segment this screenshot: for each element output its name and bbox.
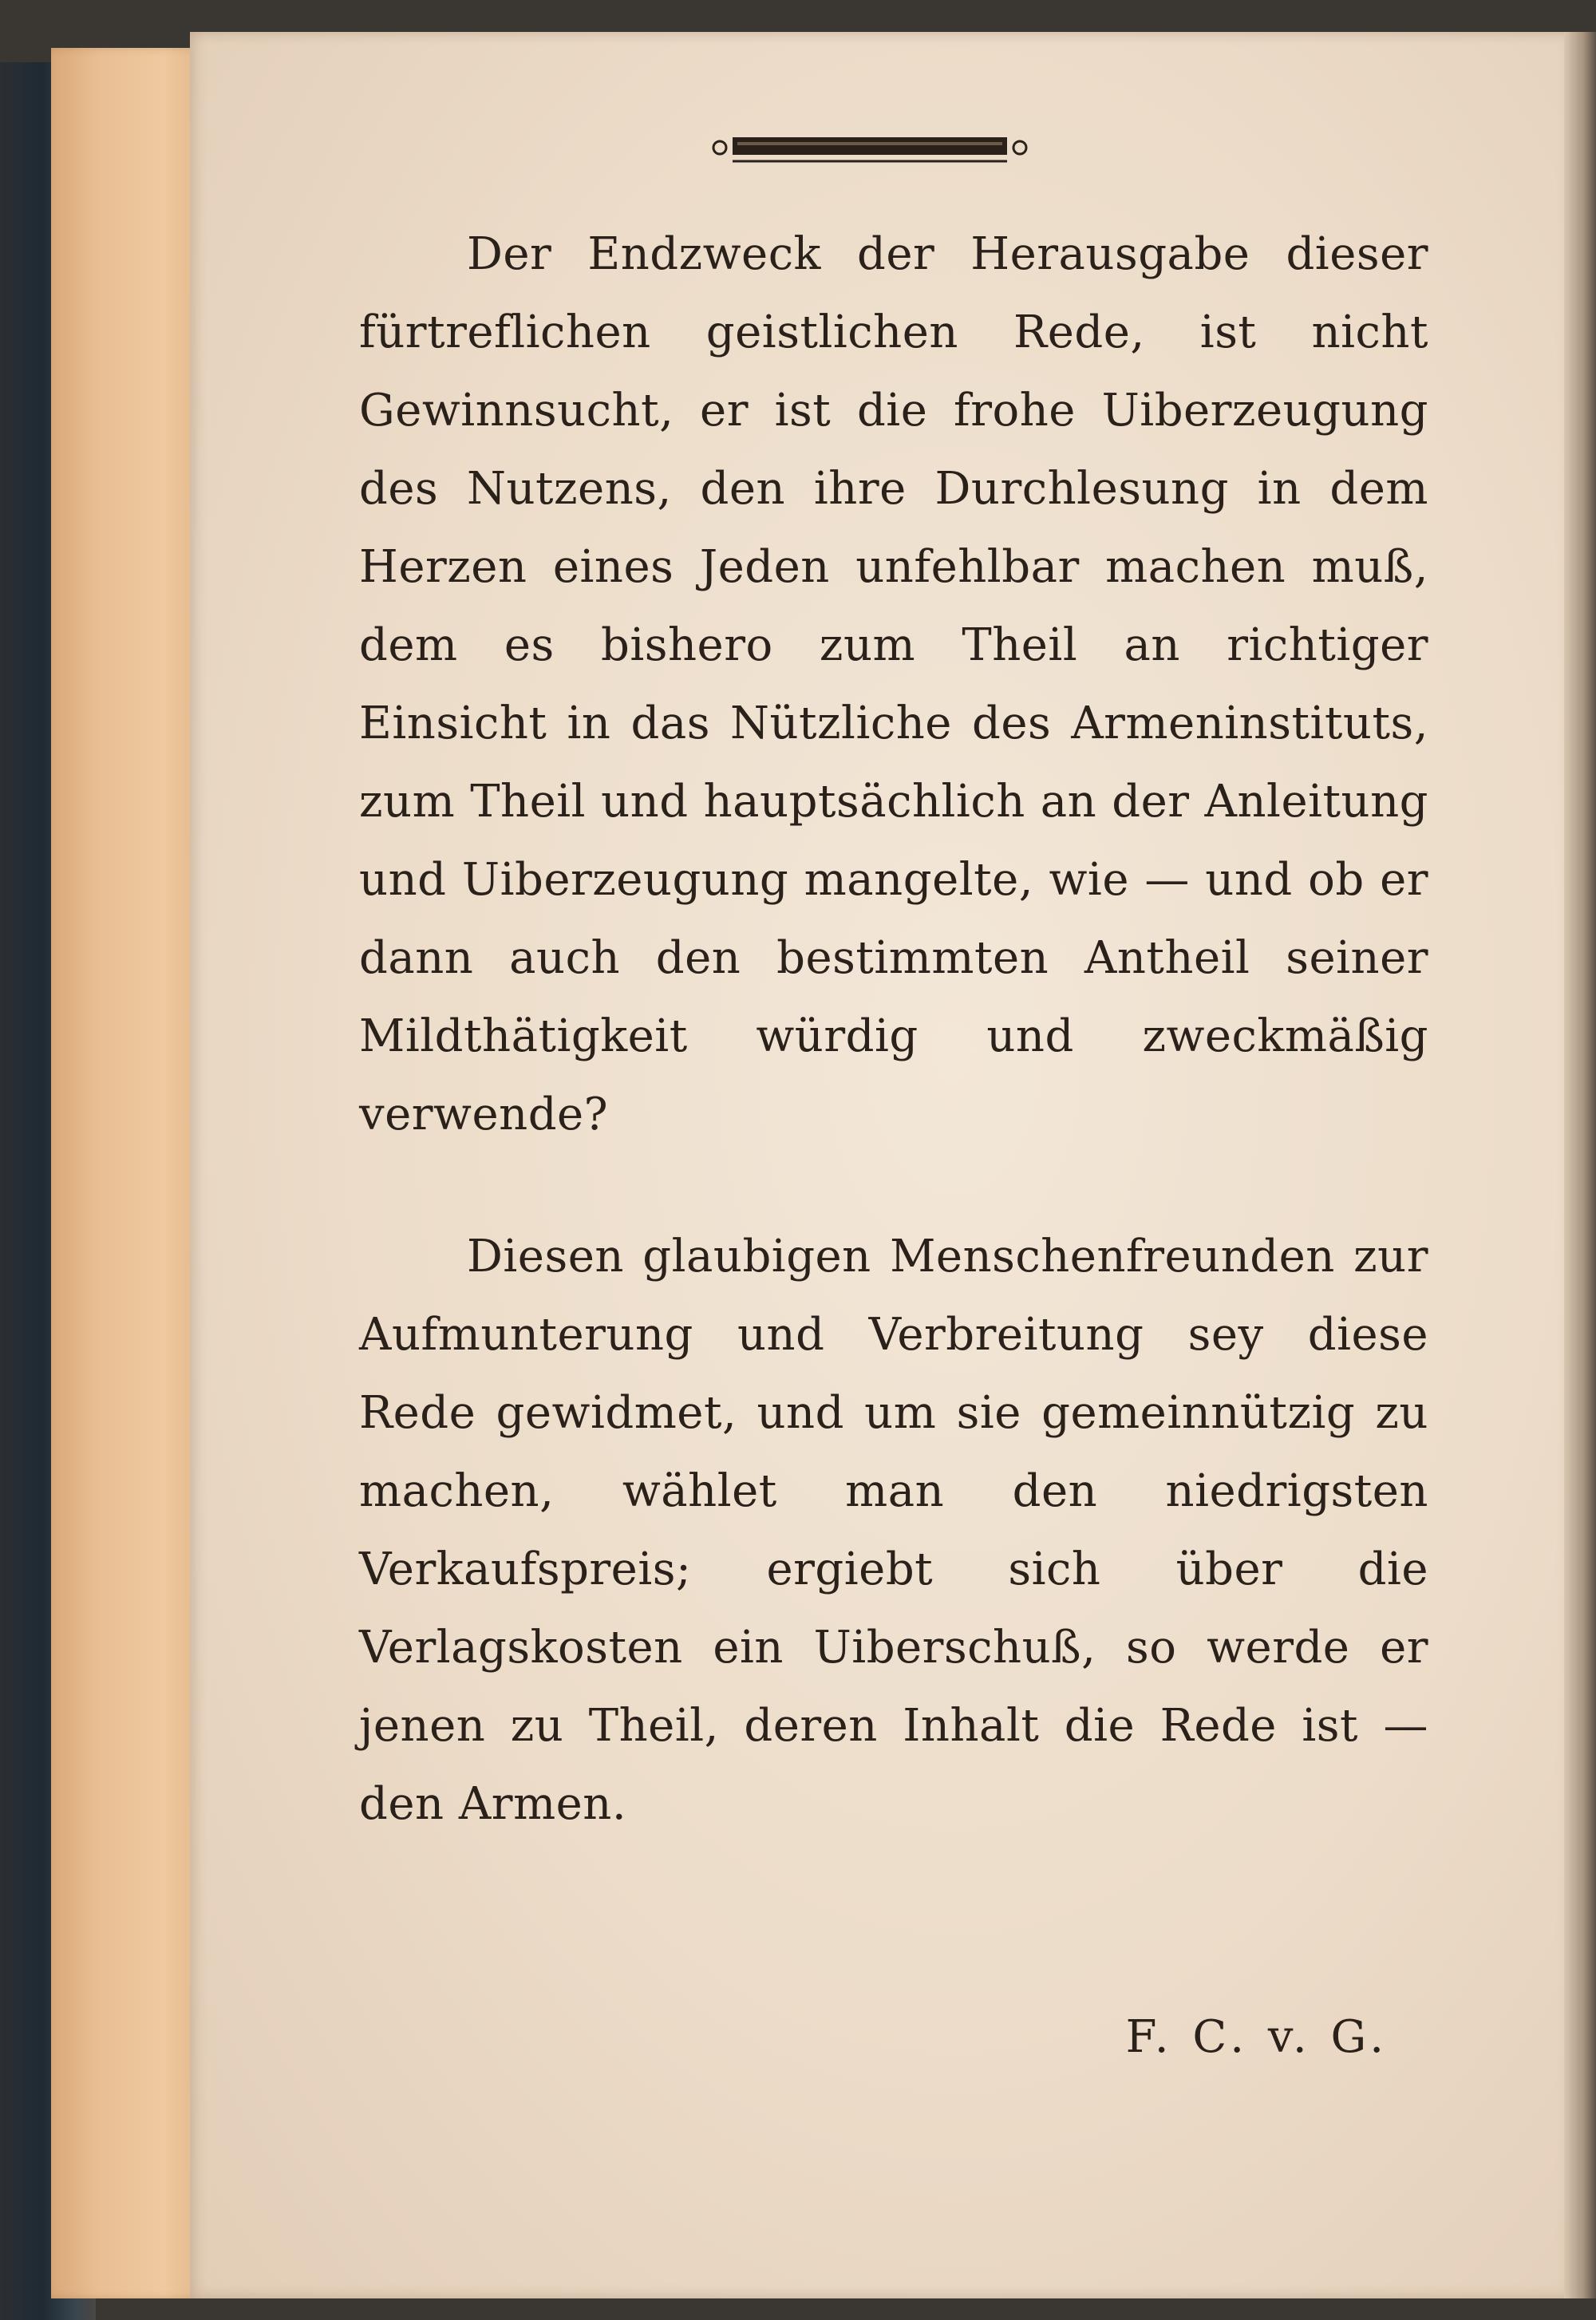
- paragraph-2: Diesen glaubigen Menschenfreunden zur Aufmunterung und Verbreitung sey diese Rede gewidmet, und um sie gemeinnützig zu machen, wählet man den niedrigsten Verkaufspreis; ergiebt sich über die Verlagskosten ein Uiberschuß, so werde er jenen zu Theil, deren Inhalt die Rede ist — den Armen.: [359, 1231, 1428, 1830]
- endpaper-strip: [51, 48, 211, 2298]
- header-ornament: [710, 129, 1029, 166]
- signature-initials: F. C. v. G.: [1125, 2011, 1389, 2063]
- page-gutter-shadow: [1564, 32, 1596, 2298]
- paragraph-1: Der Endzweck der Herausgabe dieser fürtreflichen geistlichen Rede, ist nicht Gewinnsucht, er ist die frohe Uiberzeugung des Nutzens, den ihre Durchlesung in dem Herzen eines Jeden unfehlbar machen muß, dem es bishero zum Theil an richtiger Einsicht in das Nützliche des Armeninstituts, zum Theil und hauptsächlich an der Anleitung und Uiberzeugung mangelte, wie — und ob er dann auch den bestimmten Antheil seiner Mildthätigkeit würdig und zweckmäßig verwende?: [359, 228, 1428, 1140]
- main-text: [359, 215, 1428, 1844]
